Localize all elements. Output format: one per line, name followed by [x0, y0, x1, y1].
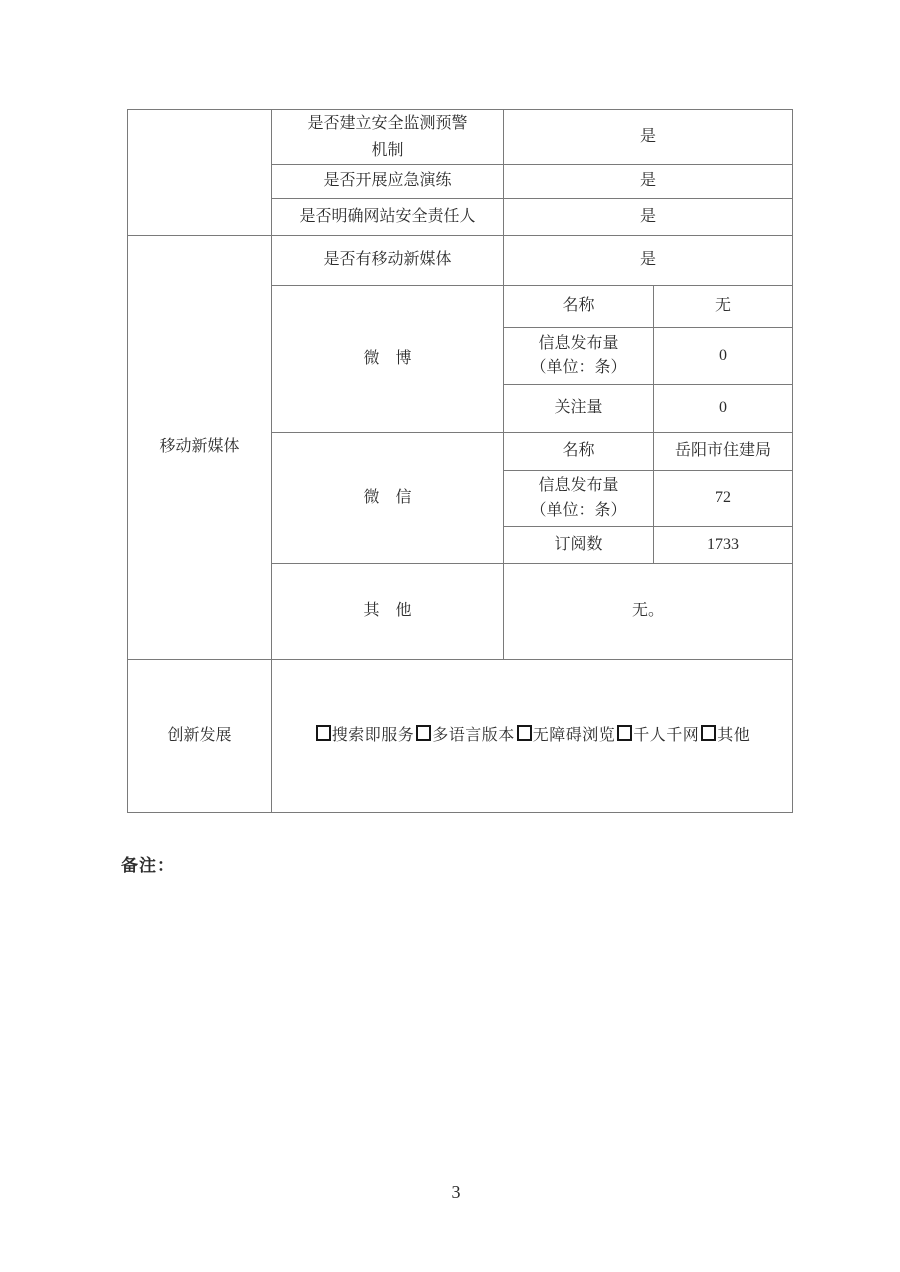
checkbox-icon: [617, 725, 632, 741]
sub-label-line1: 信息发布量: [538, 334, 619, 352]
checkbox-icon: [316, 725, 331, 741]
sub-label-cell: 名称: [504, 433, 654, 471]
value-cell: 无: [654, 286, 793, 328]
sub-label-cell: 名称: [504, 286, 654, 328]
table-row: [128, 660, 793, 813]
innovation-option-label: 无障碍浏览: [532, 726, 616, 744]
sub-label-cell: 订阅数: [504, 527, 654, 564]
answer-cell: 是: [504, 165, 793, 199]
page-number: 3: [451, 1182, 461, 1202]
table-row: [128, 110, 793, 165]
innovation-option: [414, 727, 515, 744]
innovation-option-label: 搜索即服务: [331, 726, 415, 744]
report-table: [127, 109, 793, 813]
innovation-option: [615, 727, 699, 744]
answer-cell: 是: [504, 236, 793, 286]
checkbox-icon: [517, 725, 532, 741]
value-cell: 1733: [654, 527, 793, 564]
answer-cell: 是: [504, 199, 793, 236]
checkbox-icon: [701, 725, 716, 741]
sub-label-line1: 信息发布量: [538, 477, 619, 495]
question-cell: 是否开展应急演练: [272, 165, 504, 199]
question-cell: 是否明确网站安全责任人: [272, 199, 504, 236]
answer-cell: 是: [504, 110, 793, 165]
sub-label-cell: 关注量: [504, 385, 654, 433]
value-cell: 无。: [504, 564, 793, 660]
notes-label: 备注：: [121, 856, 175, 875]
category-cell-empty: [128, 110, 272, 236]
category-cell-mobile: 移动新媒体: [128, 236, 272, 660]
innovation-option-label: 千人千网: [633, 726, 700, 744]
innovation-option-label: 其他: [717, 726, 751, 744]
question-cell: 是否有移动新媒体: [272, 236, 504, 286]
question-label: 是否建立安全监测预警机制: [307, 115, 468, 160]
category-cell-innovation: 创新发展: [128, 660, 272, 813]
value-cell: 0: [654, 328, 793, 385]
question-cell: [272, 110, 504, 165]
weibo-cell: 微 博: [272, 286, 504, 433]
value-cell: 0: [654, 385, 793, 433]
innovation-option: [699, 727, 750, 744]
sub-label-line2: （单位：条）: [530, 501, 627, 519]
value-cell: 72: [654, 471, 793, 527]
innovation-option: [515, 727, 616, 744]
innovation-option-label: 多语言版本: [432, 726, 515, 744]
innovation-options-cell: [272, 660, 793, 813]
sub-label-cell: [504, 471, 654, 527]
value-cell: 岳阳市住建局: [654, 433, 793, 471]
wechat-cell: 微 信: [272, 433, 504, 564]
sub-label-cell: [504, 328, 654, 385]
innovation-option: [314, 727, 415, 744]
table-row: [128, 236, 793, 286]
checkbox-icon: [416, 725, 431, 741]
sub-label-line2: （单位：条）: [530, 359, 627, 377]
other-media-cell: 其 他: [272, 564, 504, 660]
